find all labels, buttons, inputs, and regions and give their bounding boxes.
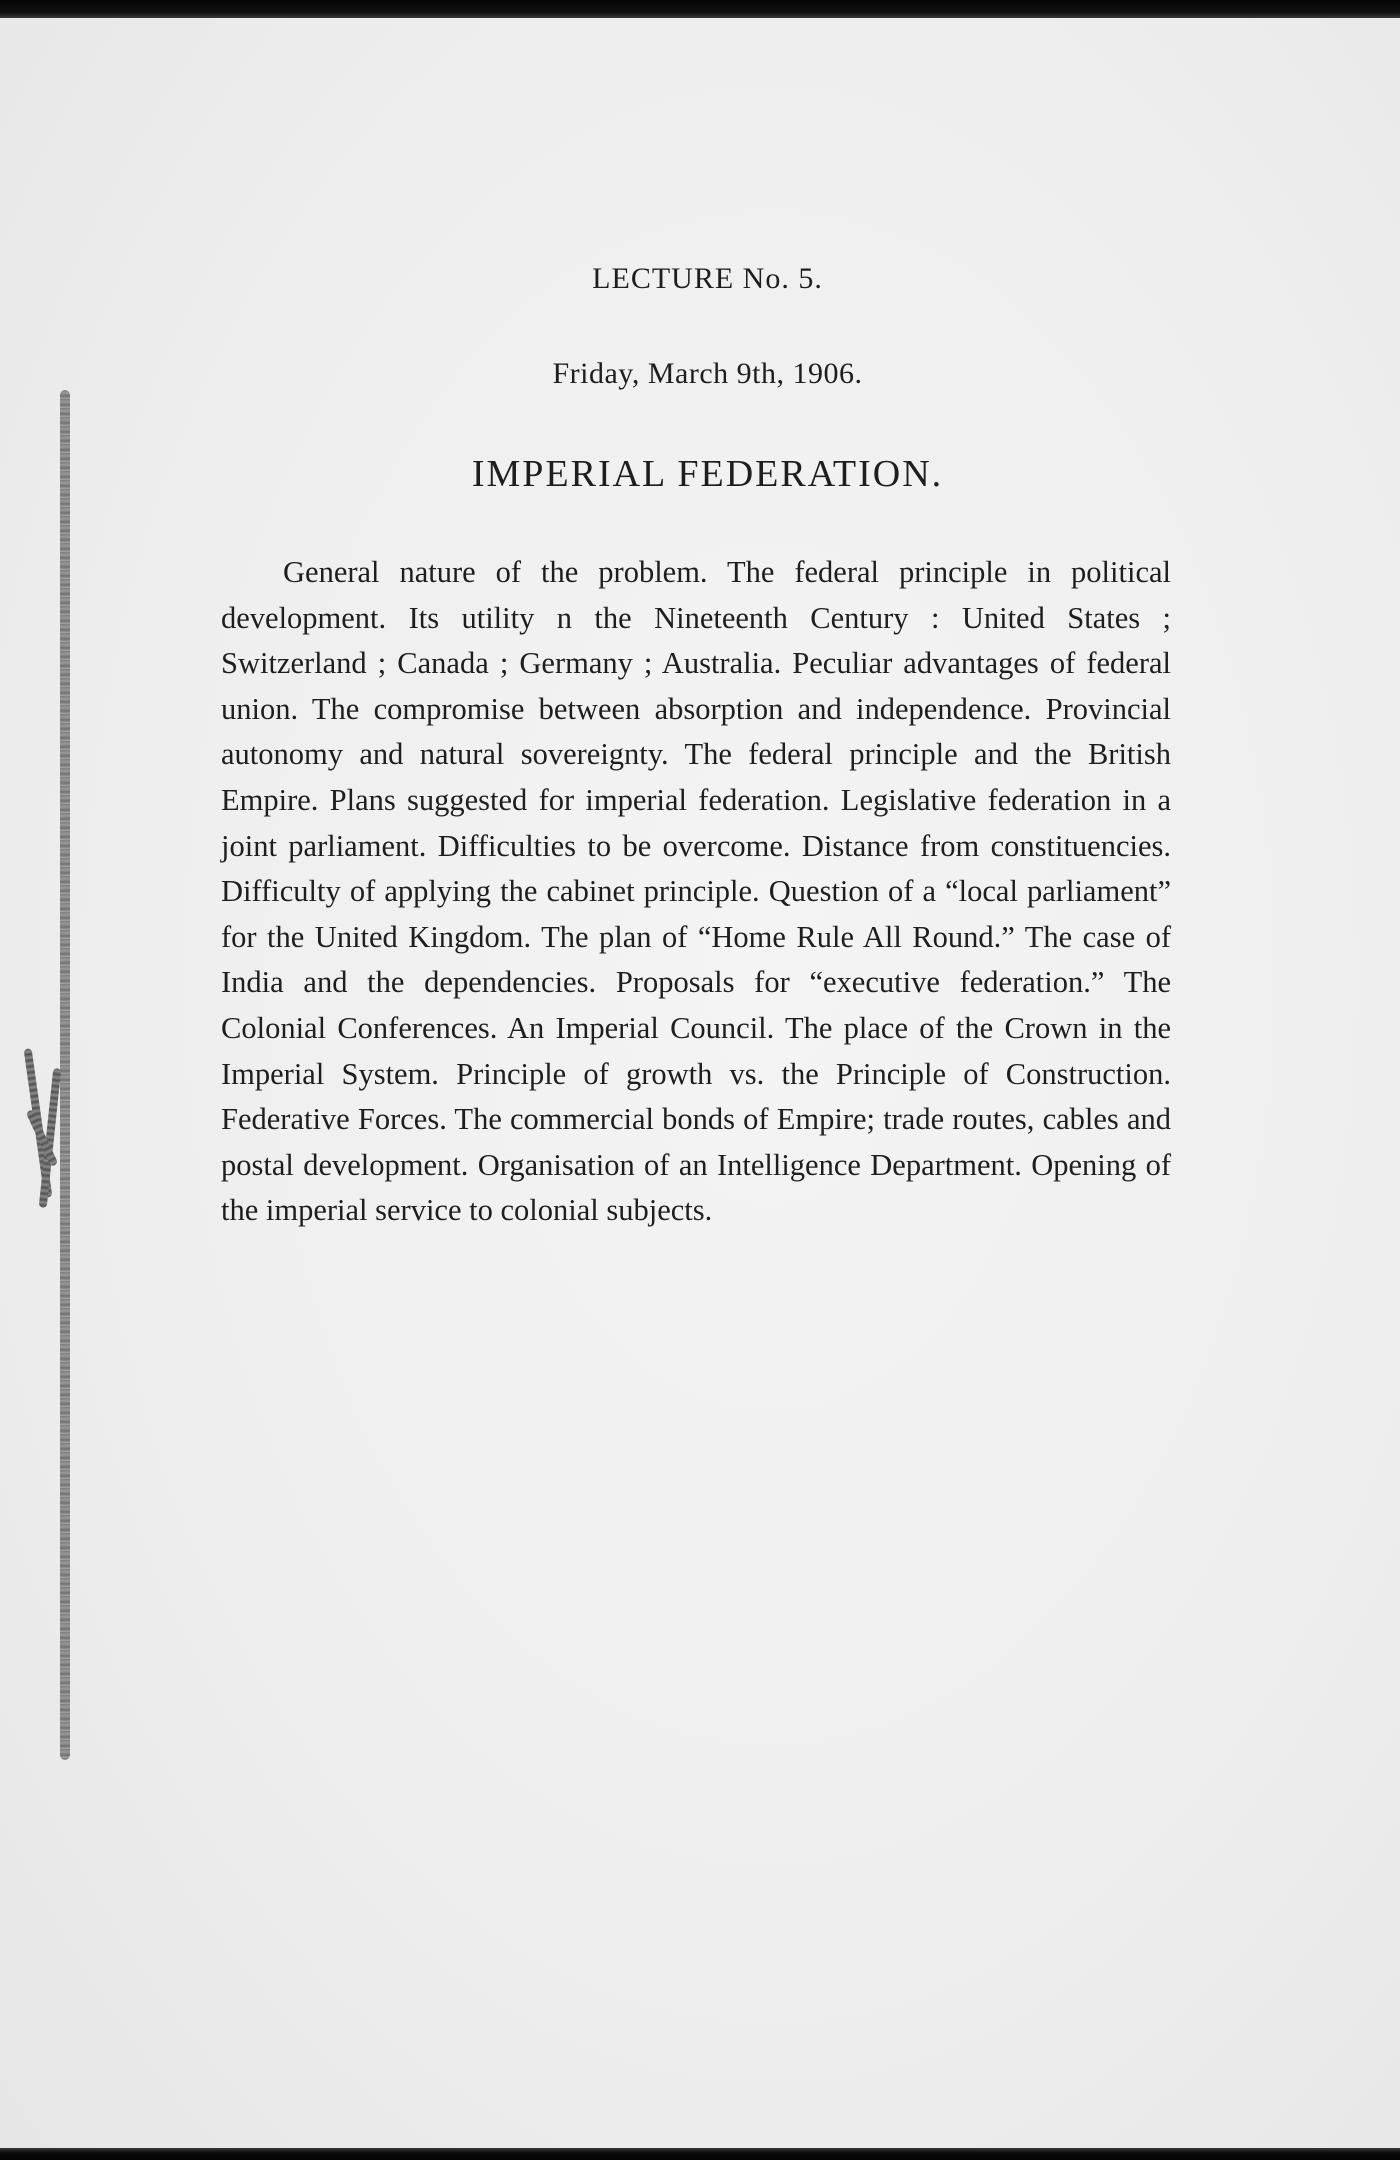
lecture-number: LECTURE No. 5. (592, 262, 823, 295)
binding-knot (30, 1048, 66, 1208)
scan-top-border (0, 0, 1400, 18)
lecture-title: IMPERIAL FEDERATION. (471, 453, 944, 495)
lecture-date: Friday, March 9th, 1906. (552, 357, 863, 390)
scan-bottom-border (0, 2148, 1400, 2160)
lecture-syllabus: General nature of the problem. The federal principle in political development. Its utility n the Nineteenth Century : United States ; Switzerland ; Canada ; Germany ; Australia. Peculiar advantages of federal union. The compromise between absorption and independence. Provincial autonomy and natural sovereignty. The federal principle and the British Empire. Plans suggested for imperial federation. Legislative federation in a joint parliament. Difficulties to be overcome. Distance from constituencies. Difficulty of applying the cabinet principle. Question of a “local parliament” for the United Kingdom. The plan of “Home Rule All Round.” The case of India and the dependencies. Proposals for “executive federation.” The Colonial Conferences. An Imperial Council. The place of the Crown in the Imperial System. Principle of growth vs. the Principle of Construction. Federative Forces. The commercial bonds of Empire; trade routes, cables and postal development. Organisation of an Intelligence Department. Opening of the imperial service to colonial subjects. (221, 555, 1171, 1228)
